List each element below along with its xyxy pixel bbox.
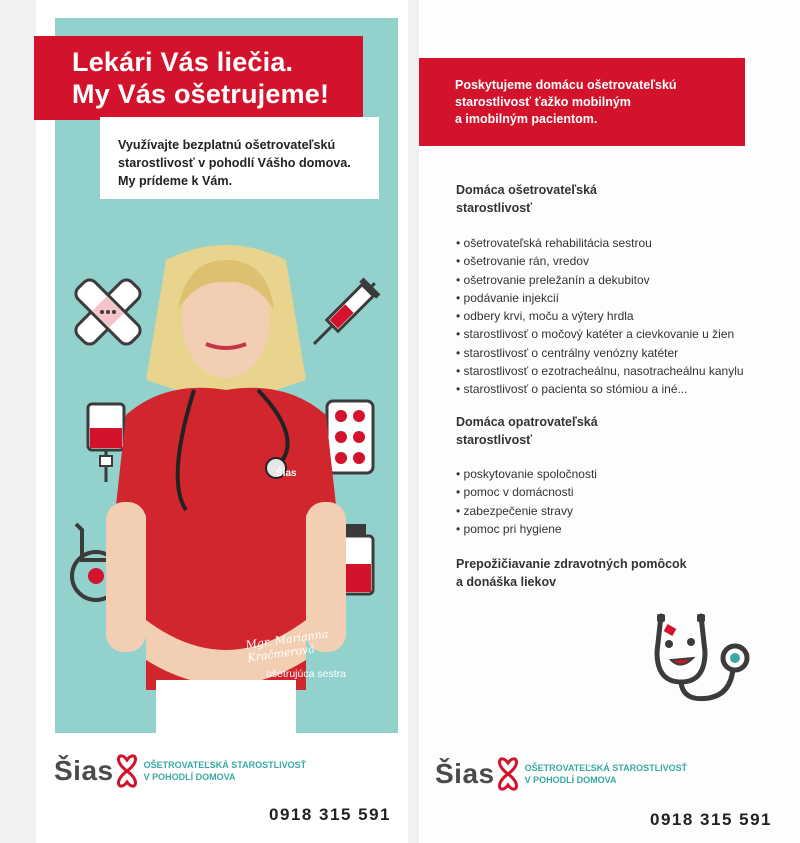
section-care-title — [456, 413, 598, 449]
list-item: • ošetrovateľská rehabilitácia sestrou — [456, 234, 744, 252]
care-services-list — [456, 465, 597, 538]
list-item: • pomoc pri hygiene — [456, 520, 597, 538]
list-item: • starostlivosť o ezotracheálnu, nasotracheálnu kanylu — [456, 362, 744, 380]
brand-name-right: Šias — [435, 758, 495, 789]
section-nursing-title-line-2: starostlivosť — [456, 201, 533, 215]
nursing-services-list — [456, 234, 744, 399]
list-item: • ošetrovanie preležanín a dekubitov — [456, 271, 744, 289]
brand-logo — [54, 752, 306, 790]
list-item: • poskytovanie spoločnosti — [456, 465, 597, 483]
section-care-title-line-2: starostlivosť — [456, 433, 533, 447]
intro-line-1: Využívajte bezplatnú ošetrovateľskú — [118, 138, 336, 152]
tagline-line-1: OŠETROVATEĽSKÁ STAROSTLIVOSŤ — [143, 760, 307, 770]
tagline-line-2: V POHODLÍ DOMOVA — [143, 772, 236, 782]
banner-line-3: a imobilným pacientom. — [455, 112, 598, 126]
section-nursing-title — [456, 181, 597, 217]
banner-line-1: Poskytujeme domácu ošetrovateľskú — [455, 78, 677, 92]
intro-line-3: My prídeme k Vám. — [118, 174, 233, 188]
brand-logo-right — [435, 755, 687, 793]
list-item: • starostlivosť o centrálny venózny katéter — [456, 344, 744, 362]
list-item: • pomoc v domácnosti — [456, 483, 597, 501]
services-banner — [419, 58, 745, 146]
brand-name: Šias — [54, 755, 114, 786]
right-panel — [419, 0, 800, 843]
brand-tagline-right — [525, 762, 688, 786]
section-equipment-title — [456, 555, 687, 591]
section-equipment-title-line-1: Prepožičiavanie zdravotných pomôcok — [456, 557, 687, 571]
section-care-title-line-1: Domáca opatrovateľská — [456, 415, 598, 429]
headline-line-2: My Vás ošetrujeme! — [72, 79, 330, 109]
heart-loop-icon — [116, 752, 138, 790]
left-panel — [36, 0, 408, 843]
brand-tagline — [144, 759, 307, 783]
phone-number[interactable]: 0918 315 591 — [269, 805, 391, 824]
intro-line-2: starostlivosť v pohodlí Vášho domova. — [118, 156, 351, 170]
list-item: • starostlivosť o pacienta so stómiou a iné... — [456, 380, 744, 398]
section-equipment-title-line-2: a donáška liekov — [456, 575, 557, 589]
tagline-line-1: OŠETROVATEĽSKÁ STAROSTLIVOSŤ — [524, 763, 688, 773]
heart-loop-icon — [497, 755, 519, 793]
phone-number-right[interactable]: 0918 315 591 — [650, 810, 772, 829]
section-nursing-title-line-1: Domáca ošetrovateľská — [456, 183, 597, 197]
headline-line-1: Lekári Vás liečia. — [72, 47, 294, 77]
nurse-photo — [106, 240, 346, 733]
headline-banner — [34, 36, 363, 120]
shirt-logo: Šias — [276, 468, 297, 479]
intro-box — [100, 117, 379, 199]
list-item: • ošetrovanie rán, vredov — [456, 252, 744, 270]
list-item: • podávanie injekcií — [456, 289, 744, 307]
tagline-line-2: V POHODLÍ DOMOVA — [524, 775, 617, 785]
stethoscope-face-icon — [647, 612, 751, 704]
list-item: • zabezpečenie stravy — [456, 502, 597, 520]
list-item: • starostlivosť o močový katéter a cievkovanie u žien — [456, 325, 744, 343]
nurse-role: ošetrujúca sestra — [266, 668, 346, 680]
signature: Mgr. Marianna Kračmerová — [244, 627, 330, 665]
list-item: • odbery krvi, moču a výtery hrdla — [456, 307, 744, 325]
banner-line-2: starostlivosť ťažko mobilným — [455, 95, 631, 109]
